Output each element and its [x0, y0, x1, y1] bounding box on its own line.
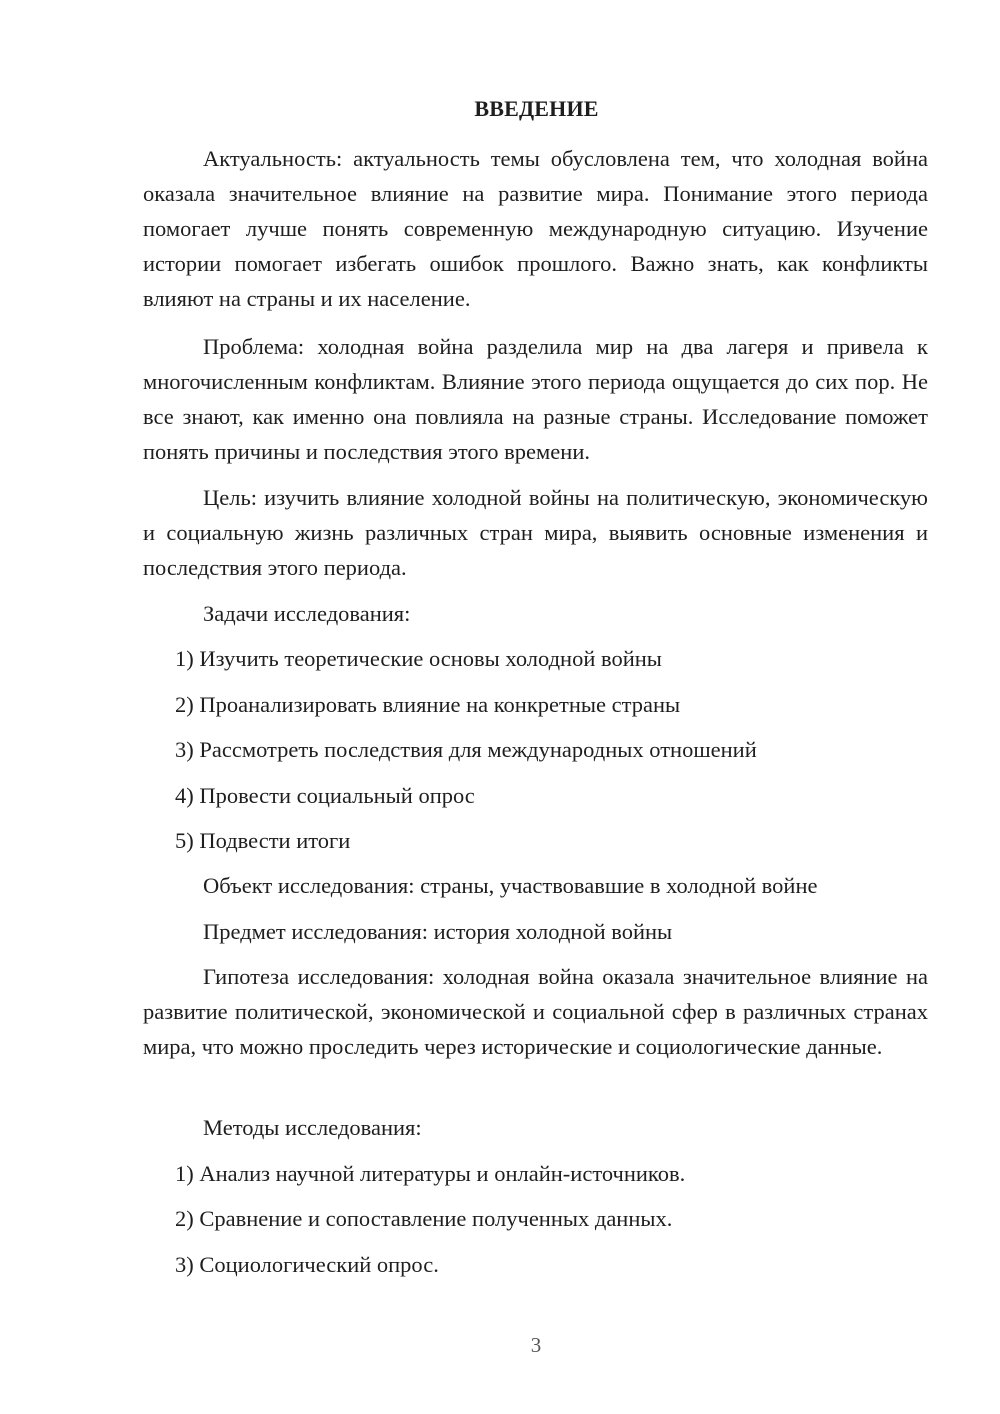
relevance-paragraph: Актуальность: актуальность темы обусловлена тем, что холодная война оказала значительное влияние на развитие мира. Понимание этого периода помогает лучше понять современную международную ситуацию. Изучение истории помогает избегать ошибок прошлого. Важно знать, как конфликты влияют на страны и их население. — [143, 146, 928, 311]
problem-paragraph: Проблема: холодная война разделила мир на два лагеря и привела к многочисленным конфликтам. Влияние этого периода ощущается до сих пор. Не все знают, как именно она повлияла на разные страны. Исследование поможет понять причины и последствия этого времени. — [143, 334, 928, 464]
hypothesis-paragraph: Гипотеза исследования: холодная война оказала значительное влияние на развитие политической, экономической и социальной сфер в различных странах мира, что можно проследить через исторические и социологические данные. — [143, 964, 928, 1059]
task-item-5: 5) Подвести итоги — [175, 828, 351, 853]
page-number: 3 — [530, 1333, 542, 1357]
research-subject: Предмет исследования: история холодной войны — [203, 919, 673, 944]
task-item-3: 3) Рассмотреть последствия для международных отношений — [175, 737, 757, 762]
task-item-1: 1) Изучить теоретические основы холодной войны — [175, 646, 662, 671]
method-item-3: 3) Социологический опрос. — [175, 1252, 439, 1277]
tasks-heading: Задачи исследования: — [203, 601, 411, 626]
task-item-2: 2) Проанализировать влияние на конкретные страны — [175, 692, 681, 717]
method-item-2: 2) Сравнение и сопоставление полученных данных. — [175, 1206, 673, 1231]
task-item-4: 4) Провести социальный опрос — [175, 783, 475, 808]
methods-heading: Методы исследования: — [203, 1115, 422, 1140]
research-object: Объект исследования: страны, участвовавшие в холодной войне — [203, 873, 818, 898]
goal-paragraph: Цель: изучить влияние холодной войны на политическую, экономическую и социальную жизнь различных стран мира, выявить основные изменения и последствия этого периода. — [143, 485, 928, 580]
page-title: ВВЕДЕНИЕ — [474, 96, 599, 121]
method-item-1: 1) Анализ научной литературы и онлайн-источников. — [175, 1161, 686, 1186]
